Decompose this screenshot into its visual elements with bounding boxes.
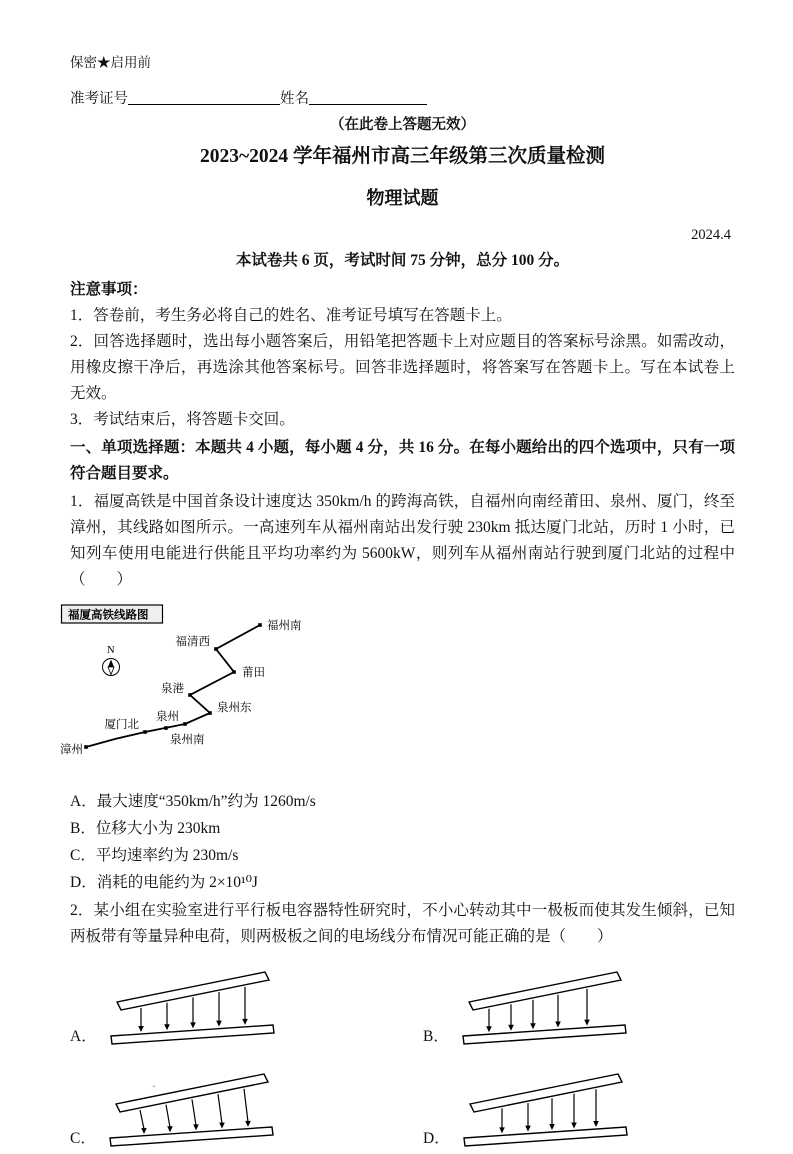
note-item-2: 2．回答选择题时，选出每小题答案后，用铅笔把答题卡上对应题目的答案标号涂黑。如需改动，用橡皮擦干净后，再选涂其他答案标号。回答非选择题时，将答案写在答题卡上。写在本试卷上无效。 [70, 332, 735, 402]
q1-option-a: A．最大速度“350km/h”约为 1260m/s [70, 793, 316, 811]
q2-option-d-label: D． [423, 1130, 450, 1148]
notes-heading: 注意事项： [70, 280, 148, 298]
station-label: 福清西 [175, 636, 210, 649]
field-line-arrowhead [245, 1121, 251, 1127]
field-line-arrowhead [593, 1121, 599, 1127]
station-label: 泉州 [156, 711, 179, 724]
confidential-label: 保密★启用前 [70, 55, 151, 70]
capacitor-diagram-b [455, 962, 655, 1052]
q1-option-d: D．消耗的电能约为 2×10¹⁰J [70, 874, 258, 892]
exam-title: 2023~2024 学年福州市高三年级第三次质量检测 [199, 146, 605, 168]
q1-figure [60, 601, 735, 785]
exam-date: 2024.4 [691, 227, 731, 244]
capacitor-plate-top [469, 972, 621, 1010]
capacitor-diagram-c [102, 1064, 302, 1154]
station-labels [60, 619, 302, 756]
question-2-figures [70, 962, 712, 1154]
capacitor-plate-bottom [111, 1025, 274, 1044]
station-label: 莆田 [242, 667, 265, 680]
name-label: 姓名 [280, 90, 309, 107]
capacitor-plate-top [470, 1074, 622, 1112]
q1-option-b: B．位移大小为 230km [70, 820, 221, 838]
field-line-arrowhead [167, 1127, 173, 1133]
field-line-arrowhead [571, 1123, 577, 1129]
field-line-arrowhead [486, 1027, 492, 1033]
capacitor-diagram-d [456, 1064, 656, 1154]
capacitor-diagram-a [103, 962, 303, 1052]
section-1-heading: 一、单项选择题：本题共 4 小题，每小题 4 分，共 16 分。在每小题给出的四个选项中，只有一项符合题目要求。 [70, 438, 735, 482]
map-title: 福厦高铁线路图 [68, 609, 149, 622]
q2-option-c-cell [70, 1064, 359, 1154]
note-item-3: 3．考试结束后，将答题卡交回。 [70, 410, 295, 428]
station-label: 泉州南 [170, 734, 205, 747]
field-line-arrowhead [530, 1024, 536, 1030]
q1-railway-map [60, 601, 360, 776]
q2-option-b-cell [423, 962, 712, 1052]
q2-option-d-cell [423, 1064, 712, 1154]
field-line-arrowhead [219, 1123, 225, 1129]
note-item-1: 1．答卷前，考生务必将自己的姓名、准考证号填写在答题卡上。 [70, 306, 512, 324]
station-label: 泉州东 [217, 702, 252, 715]
station-label: 泉港 [161, 683, 184, 696]
invalid-note: （在此卷上答题无效） [330, 117, 475, 134]
capacitor-plate-bottom [110, 1127, 273, 1146]
compass-n-label: N [107, 645, 115, 657]
field-line [166, 1105, 170, 1128]
exam-id-label: 准考证号 [70, 90, 128, 107]
q2-option-b-label: B． [423, 1028, 449, 1046]
field-line-arrowhead [242, 1019, 248, 1025]
field-line-arrowhead [141, 1128, 147, 1134]
field-line-arrowhead [193, 1125, 199, 1131]
question-2-text: 2．某小组在实验室进行平行板电容器特性研究时，不小心转动其中一极板而使其发生倾斜，已知两板带有等量异种电荷，则两极板之间的电场线分布情况可能正确的是（ ） [70, 902, 735, 946]
field-line-arrowhead [138, 1026, 144, 1032]
field-line [244, 1089, 248, 1122]
question-1-text: 1．福厦高铁是中国首条设计速度达 350km/h 的跨海高铁，自福州向南经莆田、泉州、厦门，终至漳州，其线路如图所示。一高速列车从福州南站出发行驶 230km 抵达厦门北站，历时 1 小时，已知列车使用电能进行供能且平均功率约为 5600kW，则列车从福州南站行驶到厦门北站的过程中（ ） [70, 493, 735, 589]
compass-icon [103, 645, 120, 676]
station-label: 漳州 [60, 744, 83, 757]
field-line-arrowhead [555, 1022, 561, 1028]
field-line [192, 1100, 196, 1126]
name-blank [309, 91, 427, 105]
question-1-options [70, 789, 735, 896]
candidate-info-row [70, 87, 735, 111]
q2-option-a-cell [70, 962, 359, 1052]
q2-option-a-label: A． [70, 1028, 97, 1046]
capacitor-plate-bottom [464, 1127, 627, 1146]
station-label: 福州南 [267, 620, 302, 633]
exam-info: 本试卷共 6 页，考试时间 75 分钟，总分 100 分。 [235, 251, 570, 269]
exam-id-blank [128, 91, 280, 105]
subject-title: 物理试题 [366, 188, 439, 209]
footer-mark: · [152, 1079, 156, 1093]
field-line [140, 1110, 144, 1129]
capacitor-plate-top [116, 1074, 268, 1112]
field-line-arrowhead [499, 1128, 505, 1134]
field-line [218, 1094, 222, 1124]
q2-option-c-label: C． [70, 1130, 96, 1148]
field-line-arrowhead [508, 1025, 514, 1031]
field-line-arrowhead [525, 1126, 531, 1132]
field-line-arrowhead [549, 1124, 555, 1130]
field-line-arrowhead [584, 1020, 590, 1026]
station-label: 厦门北 [104, 719, 139, 732]
field-line-arrowhead [164, 1025, 170, 1031]
field-line-arrowhead [190, 1023, 196, 1029]
field-line-arrowhead [216, 1021, 222, 1027]
q1-option-c: C．平均速率约为 230m/s [70, 847, 239, 865]
